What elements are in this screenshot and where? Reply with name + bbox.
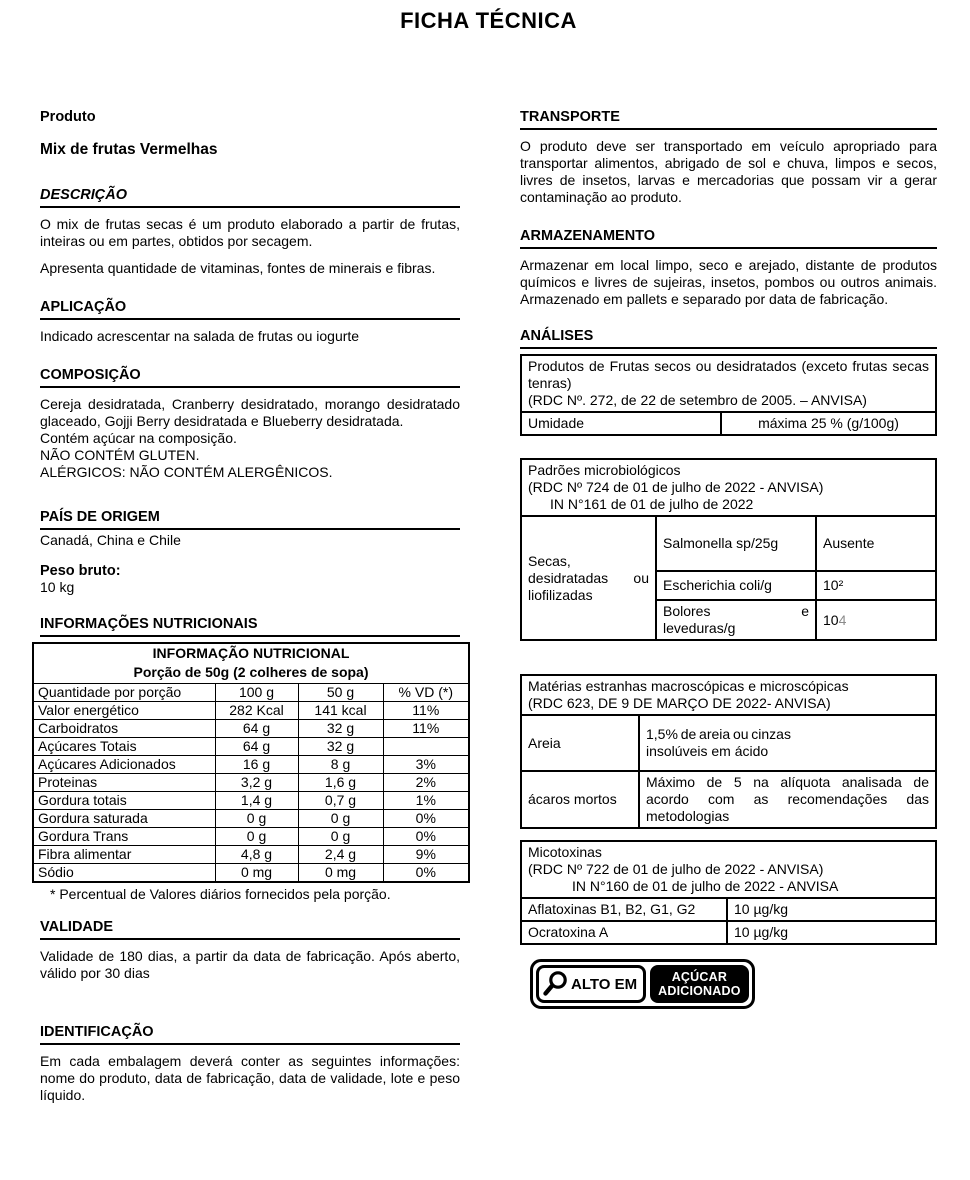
micro-header-line3: IN N°161 de 01 de julho de 2022 <box>550 496 754 512</box>
micotoxinas-row-ocratoxina <box>521 921 936 944</box>
nutri-cell: 4,8 g <box>215 845 298 863</box>
magnifier-icon <box>541 969 571 999</box>
nutri-footnote: * Percentual de Valores diários fornecidos pela porção. <box>50 885 391 902</box>
umidade-header-row <box>521 355 936 412</box>
section-heading-descricao: DESCRIÇÃO <box>40 187 460 208</box>
nutri-cell: 16 g <box>215 755 298 773</box>
materias-estranhas-table <box>520 674 937 829</box>
nutri-cell: 32 g <box>298 719 383 737</box>
nutri-cell: 1,6 g <box>298 773 383 791</box>
umidade-data-row <box>521 412 936 435</box>
nutri-cell: 64 g <box>215 719 298 737</box>
page-title: FICHA TÉCNICA <box>400 8 577 33</box>
micro-value: 10² <box>816 571 936 600</box>
descricao-paragraph-1: O mix de frutas secas é um produto elaborado a partir de frutas, inteiras ou em partes, obtidos por secagem. <box>40 216 460 249</box>
nutri-cell: Gordura totais <box>33 791 215 809</box>
nutri-cell: 0% <box>383 827 469 845</box>
nutri-colheader: Quantidade por porção <box>33 683 215 701</box>
nutri-row <box>33 701 469 719</box>
estranhas-param: Areia <box>521 715 639 771</box>
nutri-row <box>33 845 469 863</box>
estranhas-header-row <box>521 675 936 715</box>
nutri-title-line2: Porção de 50g (2 colheres de sopa) <box>133 664 369 681</box>
validade-paragraph: Validade de 180 dias, a partir da data de fabricação. Após aberto, válido por 30 dias <box>40 947 460 981</box>
composicao-line-alergicos: ALÉRGICOS: NÃO CONTÉM ALERGÊNICOS. <box>40 464 333 480</box>
micro-param: Escherichia coli/g <box>656 571 816 600</box>
micro-group-label: Secas, desidratadas ou liofilizadas <box>521 516 656 640</box>
micro-value: Ausente <box>816 516 936 571</box>
composicao-line-acucar: Contém açúcar na composição. <box>40 430 237 446</box>
nutri-cell: 0 g <box>298 809 383 827</box>
micro-value: 104 <box>816 600 936 640</box>
nutri-colheader-row <box>33 683 469 701</box>
nutri-cell: 0 g <box>298 827 383 845</box>
nutri-cell: 11% <box>383 719 469 737</box>
nutri-cell: Açúcares Adicionados <box>33 755 215 773</box>
nutri-title-row <box>33 643 469 683</box>
nutri-cell: 2% <box>383 773 469 791</box>
nutri-cell: Valor energético <box>33 701 215 719</box>
peso-bruto-label: Peso bruto: <box>40 563 121 579</box>
estranhas-value: 1,5% de areia ou cinzas insolúveis em ácido <box>639 715 936 771</box>
estranhas-header-line1: Matérias estranhas macroscópicas e microscópicas <box>528 678 849 694</box>
micotoxinas-table <box>520 840 937 945</box>
micro-param: Bolores e leveduras/g <box>656 600 816 640</box>
estranhas-param: ácaros mortos <box>521 771 639 828</box>
badge-acucar-line: AÇÚCAR <box>671 970 728 984</box>
two-column-layout <box>40 109 937 1114</box>
micotoxinas-header-line1: Micotoxinas <box>528 844 602 860</box>
product-name: Mix de frutas Vermelhas <box>40 141 218 158</box>
section-heading-validade: VALIDADE <box>40 919 460 940</box>
section-heading-armazenamento: ARMAZENAMENTO <box>520 228 937 249</box>
nutri-cell: 64 g <box>215 737 298 755</box>
nutri-cell: 1,4 g <box>215 791 298 809</box>
section-heading-aplicacao: APLICAÇÃO <box>40 299 460 320</box>
section-heading-pais-origem: PAÍS DE ORIGEM <box>40 509 460 530</box>
micotoxinas-header-line3: IN N°160 de 01 de julho de 2022 - ANVISA <box>572 878 839 894</box>
micro-param: Salmonella sp/25g <box>656 516 816 571</box>
nutri-cell: 0 g <box>215 827 298 845</box>
nutri-cell: Gordura Trans <box>33 827 215 845</box>
nutri-title-line1: INFORMAÇÃO NUTRICIONAL <box>152 645 350 662</box>
section-heading-composicao: COMPOSIÇÃO <box>40 367 460 388</box>
badge-adicionado-line: ADICIONADO <box>658 984 741 998</box>
badge-alto-em-box <box>536 965 646 1003</box>
umidade-param: Umidade <box>521 412 721 435</box>
aplicacao-paragraph: Indicado acrescentar na salada de frutas ou iogurte <box>40 328 360 344</box>
identificacao-paragraph: Em cada embalagem deverá conter as seguintes informações: nome do produto, data de fabricação, data de validade, lote e peso líquido. <box>40 1052 460 1103</box>
micotoxinas-header-row <box>521 841 936 898</box>
peso-bruto-value: 10 kg <box>40 579 75 595</box>
transporte-paragraph: O produto deve ser transportado em veículo apropriado para transportar alimentos, abrigado de sol e chuva, limpos e secos, livres de insetos, larvas e mercadorias que possam vir a gerar contaminação ao produto. <box>520 138 937 205</box>
produto-label: Produto <box>40 109 96 125</box>
nutri-cell: 0 g <box>215 809 298 827</box>
nutri-cell: 0% <box>383 809 469 827</box>
micotoxinas-param: Ocratoxina A <box>521 921 727 944</box>
nutri-row <box>33 719 469 737</box>
umidade-table <box>520 354 937 436</box>
alto-em-acucar-adicionado-badge <box>530 959 755 1009</box>
badge-acucar-adicionado-box <box>650 965 749 1003</box>
estranhas-header-line2: (RDC 623, DE 9 DE MARÇO DE 2022- ANVISA) <box>528 695 831 711</box>
nutri-cell: Sódio <box>33 863 215 882</box>
micro-header-row <box>521 459 936 516</box>
umidade-header-line1: Produtos de Frutas secos ou desidratados (exceto frutas secas tenras) <box>528 358 929 391</box>
composicao-line-gluten: NÃO CONTÉM GLUTEN. <box>40 447 200 463</box>
nutri-row <box>33 809 469 827</box>
micro-header-line1: Padrões microbiológicos <box>528 462 681 478</box>
nutri-cell: 11% <box>383 701 469 719</box>
nutri-cell: 282 Kcal <box>215 701 298 719</box>
estranhas-value: Máximo de 5 na alíquota analisada de acordo com as recomendações das metodologias <box>639 771 936 828</box>
nutri-cell: 0% <box>383 863 469 882</box>
micotoxinas-header-line2: (RDC Nº 722 de 01 de julho de 2022 - ANVISA) <box>528 861 824 877</box>
nutri-cell: Carboidratos <box>33 719 215 737</box>
nutri-cell: 3,2 g <box>215 773 298 791</box>
estranhas-row-acaros <box>521 771 936 828</box>
nutri-row <box>33 773 469 791</box>
descricao-paragraph-2: Apresenta quantidade de vitaminas, fontes de minerais e fibras. <box>40 260 436 276</box>
left-column <box>40 109 460 1114</box>
micotoxinas-param: Aflatoxinas B1, B2, G1, G2 <box>521 898 727 921</box>
nutri-cell: Gordura saturada <box>33 809 215 827</box>
nutri-colheader: % VD (*) <box>383 683 469 701</box>
pais-origem-value: Canadá, China e Chile <box>40 532 181 548</box>
nutri-cell: Fibra alimentar <box>33 845 215 863</box>
nutri-cell: Proteinas <box>33 773 215 791</box>
nutri-cell: 0 mg <box>215 863 298 882</box>
section-heading-transporte: TRANSPORTE <box>520 109 937 130</box>
armazenamento-paragraph: Armazenar em local limpo, seco e arejado, distante de produtos químicos e livres de sujeiras, insetos, pombos ou outros animais. Armazenado em pallets e separado por data de fabricação. <box>520 257 937 307</box>
section-heading-identificacao: IDENTIFICAÇÃO <box>40 1024 460 1045</box>
nutri-colheader: 50 g <box>298 683 383 701</box>
nutri-row <box>33 791 469 809</box>
section-heading-informacoes-nutricionais: INFORMAÇÕES NUTRICIONAIS <box>40 616 460 637</box>
nutri-colheader: 100 g <box>215 683 298 701</box>
badge-alto-em-label: ALTO EM <box>571 975 638 993</box>
umidade-value: máxima 25 % (g/100g) <box>721 412 936 435</box>
nutri-cell: Açúcares Totais <box>33 737 215 755</box>
nutri-row <box>33 737 469 755</box>
nutri-row <box>33 827 469 845</box>
micotoxinas-row-aflatoxinas <box>521 898 936 921</box>
composicao-paragraph: Cereja desidratada, Cranberry desidratado, morango desidratado glaceado, Gojji Berry desidratada e Blueberry desidratada. <box>40 396 460 429</box>
estranhas-row-areia <box>521 715 936 771</box>
nutri-cell <box>383 737 469 755</box>
nutri-cell: 0 mg <box>298 863 383 882</box>
nutri-cell: 1% <box>383 791 469 809</box>
micotoxinas-value: 10 µg/kg <box>727 898 936 921</box>
nutri-cell: 9% <box>383 845 469 863</box>
nutri-row <box>33 863 469 882</box>
micro-header-line2: (RDC Nº 724 de 01 de julho de 2022 - ANVISA) <box>528 479 824 495</box>
micotoxinas-value: 10 µg/kg <box>727 921 936 944</box>
nutri-cell: 3% <box>383 755 469 773</box>
nutri-cell: 32 g <box>298 737 383 755</box>
nutrition-table <box>32 642 470 883</box>
section-heading-analises: ANÁLISES <box>520 328 937 349</box>
micro-row-salmonella <box>521 516 936 571</box>
umidade-header-line2: (RDC Nº. 272, de 22 de setembro de 2005. – ANVISA) <box>528 392 867 408</box>
nutri-cell: 8 g <box>298 755 383 773</box>
nutri-row <box>33 755 469 773</box>
nutri-cell: 141 kcal <box>298 701 383 719</box>
nutri-cell: 0,7 g <box>298 791 383 809</box>
microbiologia-table <box>520 458 937 641</box>
right-column <box>520 109 937 1114</box>
nutri-cell: 2,4 g <box>298 845 383 863</box>
